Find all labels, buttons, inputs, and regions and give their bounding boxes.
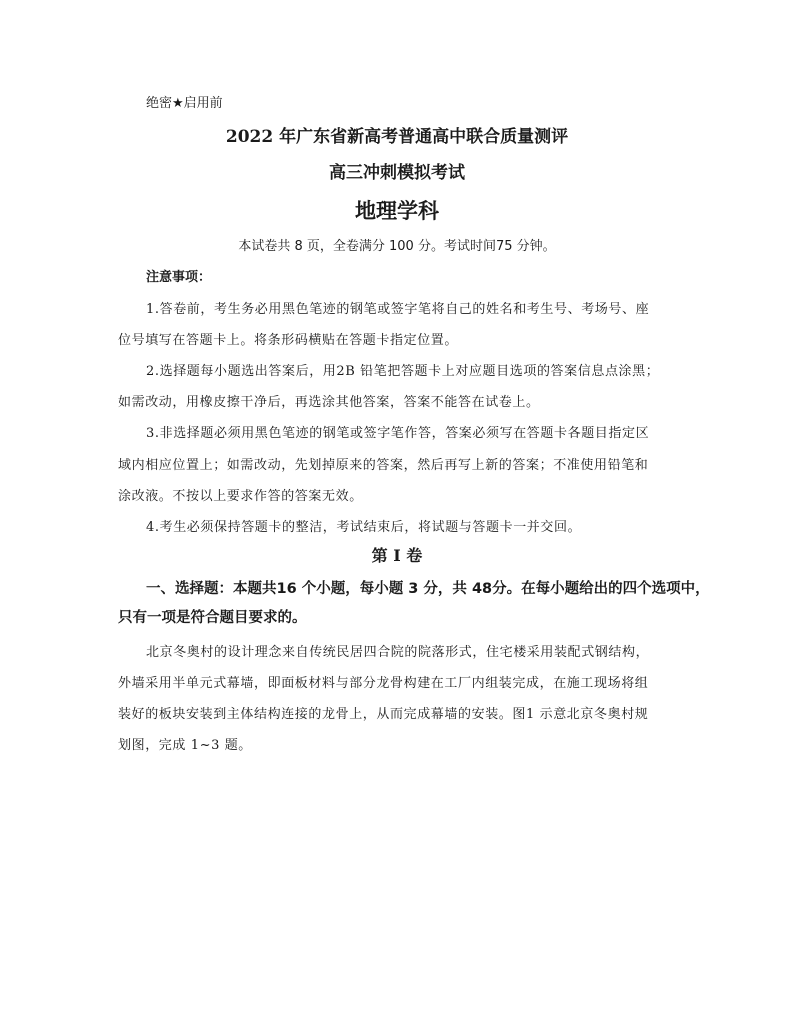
passage-line: 划图，完成 1~3 题。 [118, 738, 252, 753]
subject-title: 地理学科 [355, 198, 439, 223]
notice-line: 如需改动，用橡皮擦干净后，再选涂其他答案，答案不能答在试卷上。 [118, 395, 540, 410]
notice-line: 3.非选择题必须用黑色笔迹的钢笔或签字笔作答，答案必须写在答题卡各题目指定区 [146, 426, 650, 441]
notice-line: 1.答卷前，考生务必用黑色笔迹的钢笔或签字笔将自己的姓名和考生号、考场号、座 [146, 302, 650, 317]
secret-label: 绝密★启用前 [146, 96, 223, 111]
notice-line: 域内相应位置上；如需改动，先划掉原来的答案，然后再写上新的答案；不准使用铅笔和 [118, 458, 649, 473]
section-heading-continued: 只有一项是符合题目要求的。 [118, 610, 307, 626]
notice-line: 4.考生必须保持答题卡的整洁，考试结束后，将试题与答题卡一并交回。 [146, 520, 582, 535]
passage-line: 北京冬奥村的设计理念来自传统民居四合院的院落形式，住宅楼采用装配式钢结构， [146, 645, 650, 660]
notice-line: 2.选择题每小题选出答案后，用2B 铅笔把答题卡上对应题目选项的答案信息点涂黑； [146, 364, 660, 379]
part-heading: 第 Ⅰ 卷 [371, 546, 423, 565]
notice-line: 位号填写在答题卡上。将条形码横贴在答题卡指定位置。 [118, 333, 459, 348]
passage-line: 装好的板块安装到主体结构连接的龙骨上，从而完成幕墙的安装。图1 示意北京冬奥村规 [118, 707, 649, 722]
notice-line: 涂改液。不按以上要求作答的答案无效。 [118, 489, 363, 504]
exam-subtitle: 高三冲刺模拟考试 [329, 163, 465, 183]
passage-line: 外墙采用半单元式幕墙，即面板材料与部分龙骨构建在工厂内组装完成，在施工现场将组 [118, 676, 649, 691]
section-heading: 一、选择题：本题共16 个小题，每小题 3 分，共 48分。在每小题给出的四个选项中， [146, 581, 710, 597]
notice-heading: 注意事项： [146, 270, 212, 285]
exam-title: 2022 年广东省新高考普通高中联合质量测评 [225, 127, 569, 147]
exam-info: 本试卷共 8 页，全卷满分 100 分。考试时间75 分钟。 [238, 239, 556, 254]
